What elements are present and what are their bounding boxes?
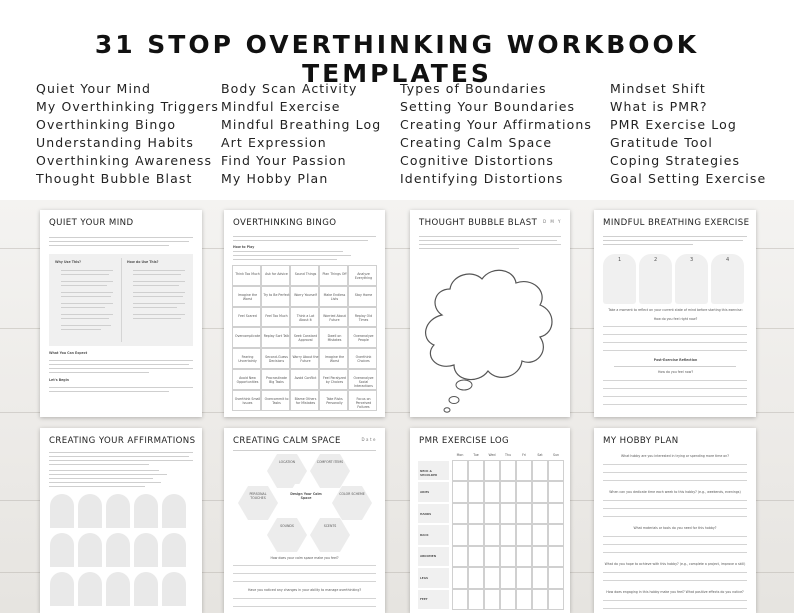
bingo-cell-text: Imagine the Worst <box>237 292 258 301</box>
pmr-log-cell <box>452 589 468 610</box>
bingo-cell <box>232 286 261 307</box>
bingo-cell <box>232 390 261 411</box>
toc-item: Coping Strategies <box>610 153 741 168</box>
pmr-row-label-text: ARMS <box>420 490 430 495</box>
toc-column-3 <box>400 80 592 188</box>
toc-item: Understanding Habits <box>36 135 194 150</box>
post-reflection-heading: Post-Exercise Reflection <box>653 358 698 362</box>
preview-quiet-your-mind <box>40 210 202 417</box>
toc-item: Identifying Distortions <box>400 171 564 186</box>
bingo-cell-text: Worry Yourself <box>294 292 317 297</box>
pmr-row-label <box>418 568 449 587</box>
bingo-cell-text: Take Risks Personally <box>326 396 343 405</box>
pmr-log-cell <box>452 567 468 588</box>
preview-title: THOUGHT BUBBLE BLAST <box>419 218 538 228</box>
toc-item: Creating Calm Space <box>400 135 553 150</box>
bingo-cell-text: Focus on Perceived Failures <box>355 396 372 409</box>
bingo-cell <box>261 307 290 328</box>
pmr-log-cell <box>468 460 484 481</box>
pmr-log-cell <box>500 546 516 567</box>
step-number: 3 <box>690 257 694 263</box>
bingo-cell <box>290 286 319 307</box>
pmr-log-cell <box>452 546 468 567</box>
pmr-log-cell <box>532 589 548 610</box>
toc-item: Body Scan Activity <box>221 81 358 96</box>
pmr-log-cell <box>516 524 532 545</box>
toc-item: Mindful Exercise <box>221 99 341 114</box>
date-field: Date <box>361 437 377 442</box>
pmr-log-cell <box>500 589 516 610</box>
pmr-log-cell <box>548 524 564 545</box>
pmr-log-cell <box>532 567 548 588</box>
pmr-log-cell <box>468 481 484 502</box>
bingo-cell-text: Feel Scared <box>238 313 257 318</box>
preview-my-hobby-plan <box>594 428 756 613</box>
preview-mindful-breathing <box>594 210 756 417</box>
pmr-log-cell <box>500 460 516 481</box>
bingo-cell-text: Overanalyze Social Interactions <box>353 376 374 388</box>
toc-item: Goal Setting Exercise <box>610 171 767 186</box>
bingo-cell <box>319 265 348 286</box>
pmr-day-header: Sat <box>537 453 543 457</box>
bingo-cell-text: Overcomplicate <box>234 334 261 339</box>
bingo-cell-text: Make Endless Lists <box>323 292 346 301</box>
hobby-question-5: How does engaging in this hobby make you feel? What positive effects do you notice? <box>606 590 744 594</box>
pmr-day-header: Sun <box>552 453 560 457</box>
pmr-log-cell <box>516 567 532 588</box>
pmr-log-cell <box>452 524 468 545</box>
toc-item: Quiet Your Mind <box>36 81 152 96</box>
pmr-log-cell <box>516 460 532 481</box>
pmr-log-cell <box>516 589 532 610</box>
bingo-cell <box>261 327 290 348</box>
bingo-cell-text: Avoid Conflict <box>294 376 317 380</box>
box-heading-how: How do Use This? <box>127 260 159 264</box>
bingo-cell <box>232 265 261 286</box>
bingo-cell <box>232 369 261 390</box>
bingo-cell <box>290 369 319 390</box>
pmr-row-label <box>418 525 449 544</box>
hex-label: COMFORT ITEMS <box>316 460 344 464</box>
pmr-log-cell <box>548 567 564 588</box>
bingo-cell <box>232 348 261 369</box>
bingo-cell-text: Try to Be Perfect <box>263 292 290 297</box>
pmr-log-cell <box>548 589 564 610</box>
pmr-log-cell <box>452 503 468 524</box>
bingo-cell-text: Dwell on Mistakes <box>327 334 342 343</box>
bingo-cell-text: Blame Others for Mistakes <box>294 396 317 405</box>
bingo-cell-text: Feel Too Much <box>265 313 288 318</box>
toc-item: Overthinking Bingo <box>36 117 177 132</box>
pmr-row-label <box>418 461 449 480</box>
toc-item: Art Expression <box>221 135 327 150</box>
calm-question-2: Have you noticed any changes in your ability to manage overthinking? <box>247 588 362 592</box>
pmr-log-cell <box>548 503 564 524</box>
pmr-row-label-text: FEET <box>420 597 428 602</box>
bingo-cell-text: Procrastinate Big Tasks <box>265 376 288 384</box>
pmr-row-label-text: HANDS <box>420 511 432 516</box>
bingo-cell-text: Worry About the Future <box>292 355 319 364</box>
pmr-log-cell <box>516 503 532 524</box>
bingo-cell <box>348 390 377 411</box>
bingo-cell-text: Avoid New Opportunities <box>236 376 259 384</box>
toc-item: Types of Boundaries <box>400 81 547 96</box>
step-number: 1 <box>618 257 622 263</box>
bingo-cell-text: Overthink Small Issues <box>234 396 261 405</box>
pmr-log-cell <box>500 567 516 588</box>
hex-label: PERSONAL TOUCHES <box>249 492 267 500</box>
pmr-log-cell <box>532 460 548 481</box>
preview-title: OVERTHINKING BINGO <box>233 218 337 228</box>
date-field: D M Y <box>542 219 562 224</box>
bingo-cell <box>290 265 319 286</box>
toc-item: What is PMR? <box>610 99 708 114</box>
toc-item: Overthinking Awareness <box>36 153 213 168</box>
bingo-cell-text: Stay Home <box>354 292 373 297</box>
calm-question-1: How does your calm space make you feel? <box>270 556 339 560</box>
step-number: 2 <box>654 257 658 263</box>
bingo-cell-text: Fearing Uncertainty <box>238 355 257 364</box>
pmr-day-header: Tue <box>473 453 479 457</box>
pmr-log-cell <box>484 503 500 524</box>
toc-item: Thought Bubble Blast <box>36 171 193 186</box>
pmr-log-cell <box>500 481 516 502</box>
pmr-log-cell <box>468 589 484 610</box>
pmr-log-cell <box>532 524 548 545</box>
pmr-log-cell <box>500 524 516 545</box>
bingo-cell <box>319 327 348 348</box>
pmr-log-cell <box>484 589 500 610</box>
pmr-row-label <box>418 590 449 609</box>
pmr-log-cell <box>484 524 500 545</box>
pmr-day-header: Thu <box>505 453 511 457</box>
bingo-cell-text: Second-Guess Decisions <box>265 355 288 364</box>
pmr-row-label-text: BACK <box>420 532 429 537</box>
bingo-cell <box>319 369 348 390</box>
pmr-log-cell <box>532 481 548 502</box>
bingo-cell-text: Analyze Everything <box>354 272 373 280</box>
hobby-question-4: What do you hope to achieve with this hobby? (e.g., complete a project, improve a skill) <box>604 562 746 566</box>
pmr-log-cell <box>516 481 532 502</box>
step-number: 4 <box>726 257 730 263</box>
preview-title: CREATING CALM SPACE <box>233 436 341 446</box>
bingo-cell <box>348 369 377 390</box>
bingo-cell <box>290 390 319 411</box>
feel-after-prompt: How do you feel now? <box>657 370 694 374</box>
box-heading-why: Why Use This? <box>55 260 82 264</box>
bingo-cell-text: Think Too Much <box>235 272 260 276</box>
pmr-row-label <box>418 547 449 566</box>
hobby-question-2: When can you dedicate time each week to this hobby? (e.g., weekends, evenings) <box>609 490 741 494</box>
pmr-log-cell <box>468 524 484 545</box>
bingo-cell <box>319 348 348 369</box>
preview-thought-bubble-blast <box>410 210 570 417</box>
toc-item: Creating Your Affirmations <box>400 117 592 132</box>
bingo-cell-text: Think a Lot About It <box>296 313 315 322</box>
pmr-row-label <box>418 482 449 501</box>
bingo-cell <box>348 286 377 307</box>
pmr-log-cell <box>468 503 484 524</box>
preview-overthinking-bingo <box>224 210 385 417</box>
toc-column-1 <box>36 80 219 188</box>
toc-item: Find Your Passion <box>221 153 347 168</box>
pmr-log-cell <box>500 503 516 524</box>
bingo-cell <box>261 390 290 411</box>
pmr-row-label-text: ABDOMEN <box>420 554 437 559</box>
pmr-log-cell <box>548 546 564 567</box>
toc-item: Cognitive Distortions <box>400 153 554 168</box>
preview-creating-calm-space <box>224 428 385 613</box>
pmr-log-cell <box>516 546 532 567</box>
hex-label-center: Design Your Calm Space <box>290 492 322 500</box>
bingo-cell <box>261 265 290 286</box>
bingo-cell <box>290 348 319 369</box>
bingo-cell-text: Overanalyze People <box>353 334 374 343</box>
bingo-cell <box>319 307 348 328</box>
bingo-cell <box>261 286 290 307</box>
info-box <box>49 254 193 346</box>
pmr-log-cell <box>468 567 484 588</box>
reflect-prompt: Take a moment to reflect on your current state of mind before starting this exercise: <box>608 308 743 312</box>
pmr-log-cell <box>532 503 548 524</box>
toc-item: PMR Exercise Log <box>610 117 737 132</box>
toc-item: Mindful Breathing Log <box>221 117 382 132</box>
preview-title: CREATING YOUR AFFIRMATIONS <box>49 436 196 446</box>
bingo-cell <box>232 307 261 328</box>
bingo-grid <box>232 265 377 411</box>
hex-label: SOUNDS <box>280 524 294 528</box>
pmr-row-label <box>418 504 449 523</box>
preview-title: PMR EXERCISE LOG <box>419 436 510 446</box>
preview-pmr-exercise-log <box>410 428 570 613</box>
bingo-cell-text: Replay Old Times <box>354 313 373 322</box>
bingo-cell-text: Overthink Choices <box>355 355 372 364</box>
pmr-row-label-text: LEGS <box>420 575 429 580</box>
pmr-log-cell <box>452 460 468 481</box>
page-title: 31 STOP OVERTHINKING WORKBOOK TEMPLATES <box>94 30 700 88</box>
thought-bubble-cloud <box>416 255 564 415</box>
pmr-log-cell <box>532 546 548 567</box>
hobby-question-3: What materials or tools do you need for this hobby? <box>633 526 717 530</box>
toc-column-4 <box>610 80 766 188</box>
hex-label: COLOR SCHEME <box>339 492 365 496</box>
bingo-cell <box>348 307 377 328</box>
pmr-log-cell <box>548 460 564 481</box>
feel-now-prompt: How do you feel right now? <box>653 317 698 321</box>
bingo-cell-text: Imagine the Worst <box>324 355 345 364</box>
section-heading-expect: What You Can Expect <box>49 351 88 355</box>
bingo-cell-text: Worried About Future <box>323 313 346 322</box>
section-heading-begin: Let's Begin <box>49 378 69 382</box>
bingo-cell <box>290 327 319 348</box>
toc-item: My Hobby Plan <box>221 171 329 186</box>
pmr-log-cell <box>484 546 500 567</box>
bingo-cell-text: Seek Constant Approval <box>293 334 318 343</box>
pmr-log-cell <box>484 567 500 588</box>
hobby-question-1: What hobby are you interested in trying or spending more time on? <box>621 454 729 458</box>
pmr-row-label-text: NECK & SHOULDER <box>420 468 438 477</box>
bingo-cell <box>319 286 348 307</box>
bingo-cell <box>348 327 377 348</box>
pmr-log-cell <box>548 481 564 502</box>
toc-item: Setting Your Boundaries <box>400 99 576 114</box>
pmr-log-grid <box>418 452 564 610</box>
bingo-cell-text: Plan Things Off <box>322 272 347 276</box>
pmr-day-header: Mon <box>456 453 464 457</box>
hex-label: LOCATION <box>278 460 296 464</box>
bingo-cell <box>232 327 261 348</box>
preview-title: MINDFUL BREATHING EXERCISE <box>603 218 750 228</box>
preview-creating-affirmations <box>40 428 202 613</box>
bingo-cell-text: Feel Paralyzed by Choices <box>323 376 346 384</box>
bingo-how-heading: How to Play <box>233 245 255 249</box>
pmr-day-header: Wed <box>488 453 496 457</box>
hex-label: SCENTS <box>323 524 337 528</box>
bingo-cell <box>261 369 290 390</box>
bingo-cell <box>348 265 377 286</box>
toc-item: My Overthinking Triggers <box>36 99 220 114</box>
toc-column-2 <box>221 80 381 188</box>
pmr-log-cell <box>468 546 484 567</box>
toc-item: Mindset Shift <box>610 81 706 96</box>
toc-item: Gratitude Tool <box>610 135 713 150</box>
pmr-day-header: Fri <box>522 453 526 457</box>
bingo-cell <box>319 390 348 411</box>
bingo-cell-text: Replay Sort Talk <box>263 334 290 339</box>
bingo-cell-text: Overcommit to Tasks <box>264 396 289 405</box>
bingo-cell <box>261 348 290 369</box>
bingo-cell <box>290 307 319 328</box>
bingo-cell-text: Sound Things <box>294 272 317 276</box>
pmr-log-cell <box>484 460 500 481</box>
pmr-log-cell <box>484 481 500 502</box>
bingo-cell <box>348 348 377 369</box>
pmr-log-cell <box>452 481 468 502</box>
preview-title: QUIET YOUR MIND <box>49 218 134 228</box>
preview-title: MY HOBBY PLAN <box>603 436 679 446</box>
bingo-cell-text: Ask for Advice <box>265 272 288 276</box>
